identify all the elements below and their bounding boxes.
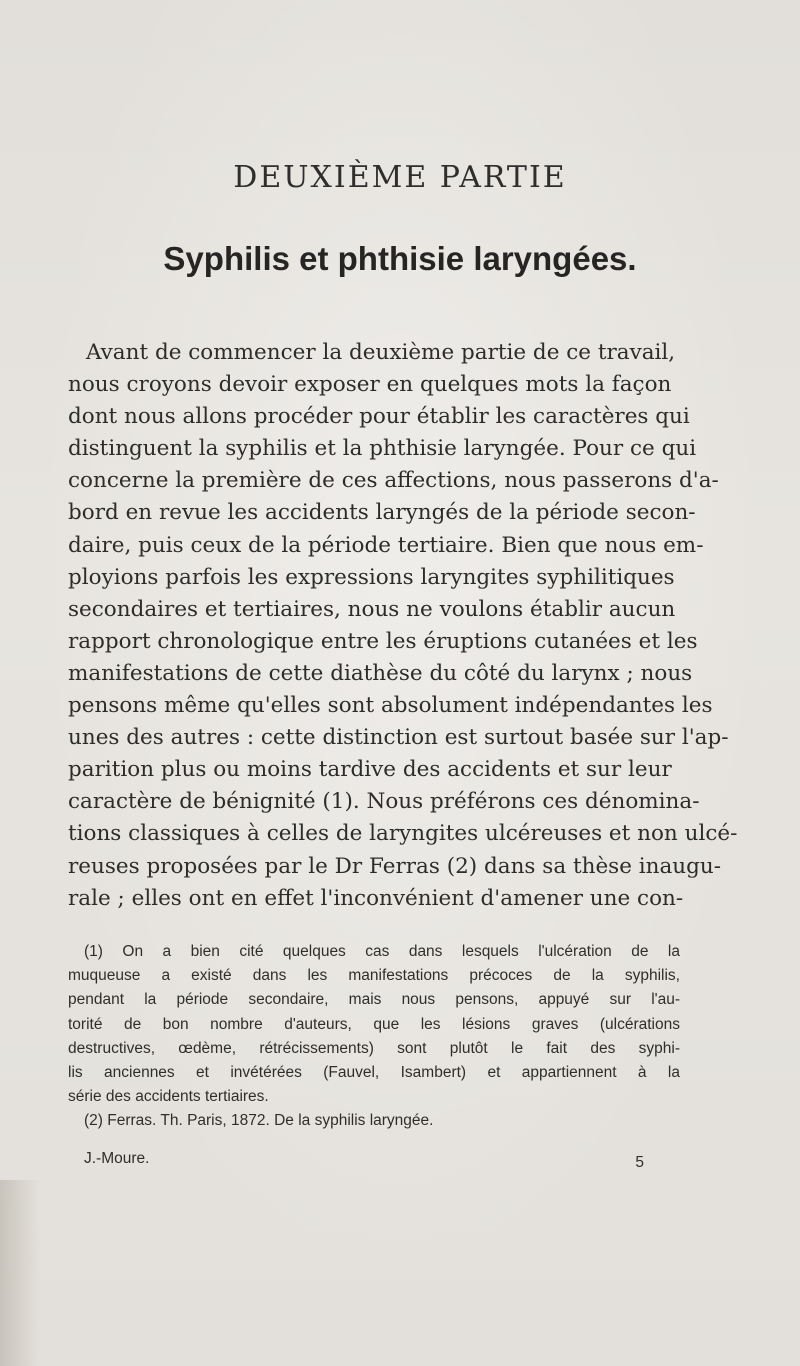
chapter-title: Syphilis et phthisie laryngées. (163, 240, 637, 277)
paragraph-line: nous croyons devoir exposer en quelques mots la façon (68, 372, 672, 398)
paragraph-line: unes des autres : cette distinction est surtout basée sur l'ap- (68, 725, 729, 751)
paragraph-line: parition plus ou moins tardive des accidents et sur leur (68, 757, 672, 783)
signature-mark: J.-Moure. (84, 1150, 150, 1167)
paragraph-line: tions classiques à celles de laryngites ulcéreuses et non ulcé- (68, 821, 738, 847)
footnote-1-line: muqueuse a existé dans les manifestations précoces de la syphilis, (68, 967, 680, 985)
footnote-1-line: (1) On a bien cité quelques cas dans lesquels l'ulcération de la (84, 943, 680, 960)
footnotes (68, 940, 680, 1134)
footnote-1-line: série des accidents tertiaires. (68, 1088, 269, 1106)
paragraph-line: pensons même qu'elles sont absolument indépendantes les (68, 693, 713, 719)
footnote-1-line: pendant la période secondaire, mais nous pensons, appuyé sur l'au- (68, 991, 680, 1009)
paragraph-line: bord en revue les accidents laryngés de la période secon- (68, 500, 696, 526)
paragraph-line: reuses proposées par le Dr Ferras (2) dans sa thèse inaugu- (68, 853, 722, 879)
paragraph-line: dont nous allons procéder pour établir les caractères qui (68, 404, 690, 430)
footnote-1-line: lis anciennes et invétérées (Fauvel, Isambert) et appartiennent à la (68, 1064, 680, 1082)
paragraph-line: rapport chronologique entre les éruptions cutanées et les (68, 628, 698, 654)
paragraph-line: distinguent la syphilis et la phthisie laryngée. Pour ce qui (68, 436, 697, 462)
signature-number: 5 (635, 1154, 644, 1171)
footnote-1-line: destructives, œdème, rétrécissements) sont plutôt le fait des syphi- (68, 1039, 680, 1057)
page-edge-shadow (0, 1180, 40, 1366)
paragraph-line: Avant de commencer la deuxième partie de ce travail, (86, 340, 676, 365)
paragraph-line: rale ; elles ont en effet l'inconvénient d'amener une con- (68, 885, 684, 911)
paragraph-line: caractère de bénignité (1). Nous préférons ces dénomina- (68, 789, 700, 815)
paragraph-line: concerne la première de ces affections, nous passerons d'a- (68, 468, 719, 494)
paragraph-line: daire, puis ceux de la période tertiaire. Bien que nous em- (68, 532, 704, 558)
paragraph-line: ployions parfois les expressions laryngites syphilitiques (68, 564, 675, 590)
paragraph-line: secondaires et tertiaires, nous ne voulons établir aucun (68, 596, 676, 622)
part-title: DEUXIÈME PARTIE (233, 160, 567, 195)
footnote-2: (2) Ferras. Th. Paris, 1872. De la syphilis laryngée. (84, 1112, 434, 1130)
footnote-1-line: torité de bon nombre d'auteurs, que les lésions graves (ulcérations (68, 1015, 680, 1033)
paragraph-line: manifestations de cette diathèse du côté du larynx ; nous (68, 660, 693, 686)
body-paragraph (68, 337, 738, 915)
